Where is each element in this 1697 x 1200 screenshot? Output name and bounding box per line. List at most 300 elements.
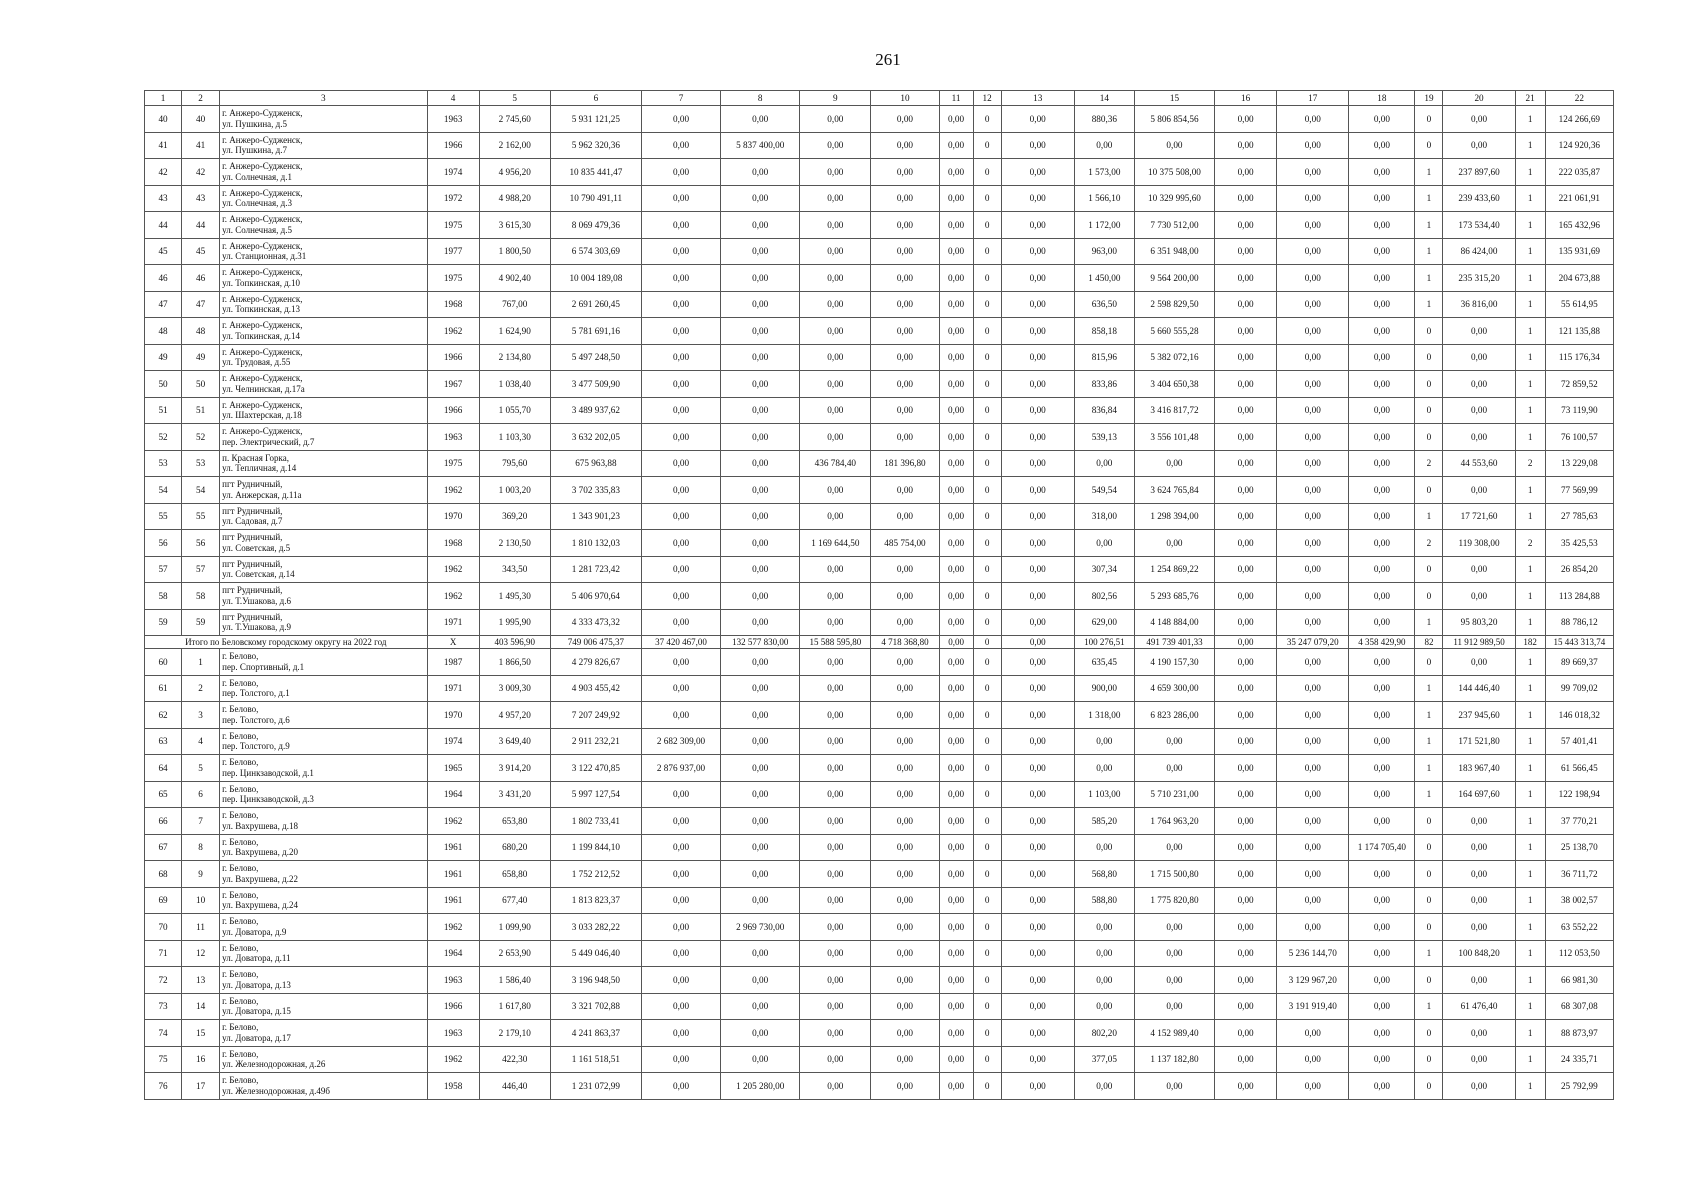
table-row [145, 1073, 1614, 1100]
table-cell: 0 [973, 609, 1001, 636]
table-cell: 76 [145, 1073, 182, 1100]
table-cell: 62 [145, 702, 182, 729]
table-cell: 0,00 [1443, 914, 1515, 941]
table-cell: 88 786,12 [1545, 609, 1613, 636]
table-cell: 0,00 [1215, 344, 1277, 371]
table-cell: 0,00 [939, 781, 973, 808]
table-cell: 0,00 [1349, 212, 1415, 239]
table-cell: 1 318,00 [1074, 702, 1134, 729]
table-cell: 0,00 [939, 556, 973, 583]
table-cell: 115 176,34 [1545, 344, 1613, 371]
table-cell: 0 [1415, 106, 1443, 133]
table-cell: 0,00 [1134, 967, 1214, 994]
table-cell: 0,00 [721, 424, 800, 451]
table-cell: 635,45 [1074, 649, 1134, 676]
table-cell: 7 [182, 808, 220, 835]
table-cell: 0 [973, 238, 1001, 265]
table-cell: 0,00 [1074, 132, 1134, 159]
table-cell: 1974 [427, 728, 479, 755]
table-cell: 0,00 [1215, 1046, 1277, 1073]
table-cell: 0,00 [939, 649, 973, 676]
table-cell: 585,20 [1074, 808, 1134, 835]
table-cell: 0,00 [939, 967, 973, 994]
table-cell: 5 931 121,25 [550, 106, 641, 133]
table-cell: 0,00 [1349, 861, 1415, 888]
table-row [145, 344, 1614, 371]
table-cell: 0,00 [1134, 132, 1214, 159]
table-cell: 0,00 [800, 1020, 871, 1047]
total-row [145, 636, 1614, 649]
table-cell: 0,00 [800, 583, 871, 610]
table-cell: 56 [145, 530, 182, 557]
address-cell: г. Анжеро-Судженск, ул. Трудовая, д.55 [220, 344, 427, 371]
table-cell: 0,00 [939, 503, 973, 530]
table-cell: 1968 [427, 291, 479, 318]
table-cell: 1 [1415, 940, 1443, 967]
table-cell: 0 [1415, 649, 1443, 676]
total-cell: 0,00 [1215, 636, 1277, 649]
table-cell: 0 [973, 344, 1001, 371]
table-cell: 0,00 [800, 940, 871, 967]
table-cell: 0,00 [800, 477, 871, 504]
table-cell: 0,00 [1215, 185, 1277, 212]
table-cell: 0,00 [1215, 424, 1277, 451]
column-header: 12 [973, 91, 1001, 106]
table-cell: 0,00 [800, 344, 871, 371]
table-cell: 2 969 730,00 [721, 914, 800, 941]
table-cell: 0,00 [1215, 781, 1277, 808]
table-cell: 0,00 [1001, 808, 1074, 835]
table-cell: 0,00 [721, 212, 800, 239]
address-cell: г. Белово, ул. Железнодорожная, д.49б [220, 1073, 427, 1100]
table-cell: 0,00 [871, 728, 939, 755]
address-cell: г. Анжеро-Судженск, ул. Топкинская, д.14 [220, 318, 427, 345]
table-cell: 1961 [427, 834, 479, 861]
table-cell: 1 231 072,99 [550, 1073, 641, 1100]
table-cell: 1 [1515, 344, 1545, 371]
table-cell: 0,00 [721, 291, 800, 318]
table-cell: 1 [1515, 755, 1545, 782]
table-cell: 0,00 [1215, 503, 1277, 530]
table-cell: 1961 [427, 887, 479, 914]
table-cell: 658,80 [479, 861, 550, 888]
table-cell: 833,86 [1074, 371, 1134, 398]
table-cell: 4 957,20 [479, 702, 550, 729]
table-cell: 35 425,53 [1545, 530, 1613, 557]
table-cell: 1 [1415, 728, 1443, 755]
table-cell: 0,00 [1001, 397, 1074, 424]
table-cell: 0,00 [800, 609, 871, 636]
table-cell: 1 003,20 [479, 477, 550, 504]
table-cell: 1 [1515, 609, 1545, 636]
total-cell: 491 739 401,33 [1134, 636, 1214, 649]
total-cell: 0,00 [1001, 636, 1074, 649]
table-cell: 53 [145, 450, 182, 477]
table-cell: 0,00 [1001, 477, 1074, 504]
table-cell: 73 [145, 993, 182, 1020]
table-cell: 1 [1515, 185, 1545, 212]
table-cell: 0,00 [641, 967, 720, 994]
table-cell: 51 [182, 397, 220, 424]
table-cell: 1 [1415, 185, 1443, 212]
table-cell: 1 [1415, 212, 1443, 239]
table-cell: 0 [973, 834, 1001, 861]
table-cell: 1 343 901,23 [550, 503, 641, 530]
table-cell: 0,00 [1277, 159, 1349, 186]
table-cell: 0,00 [1443, 397, 1515, 424]
table-cell: 0,00 [1001, 675, 1074, 702]
table-cell: 3 624 765,84 [1134, 477, 1214, 504]
address-cell: г. Анжеро-Судженск, ул. Пушкина, д.5 [220, 106, 427, 133]
table-cell: 0,00 [1134, 450, 1214, 477]
table-cell: 47 [182, 291, 220, 318]
table-cell: 41 [145, 132, 182, 159]
table-cell: 50 [145, 371, 182, 398]
table-cell: 67 [145, 834, 182, 861]
table-cell: 0 [1415, 318, 1443, 345]
table-cell: 0,00 [1277, 675, 1349, 702]
data-table [144, 90, 1614, 1100]
table-cell: 4 333 473,32 [550, 609, 641, 636]
table-cell: 2 179,10 [479, 1020, 550, 1047]
table-cell: 0,00 [871, 159, 939, 186]
table-cell: 204 673,88 [1545, 265, 1613, 292]
table-cell: 0,00 [641, 530, 720, 557]
column-header: 11 [939, 91, 973, 106]
table-cell: 0,00 [800, 212, 871, 239]
table-cell: 0,00 [939, 1073, 973, 1100]
table-cell: 1 161 518,51 [550, 1046, 641, 1073]
table-row [145, 238, 1614, 265]
table-cell: 0,00 [1215, 1020, 1277, 1047]
table-cell: 63 552,22 [1545, 914, 1613, 941]
table-cell: 0,00 [1215, 265, 1277, 292]
table-cell: 16 [182, 1046, 220, 1073]
table-cell: 0,00 [1001, 861, 1074, 888]
table-cell: 0,00 [1074, 993, 1134, 1020]
table-cell: 3 [182, 702, 220, 729]
table-cell: 767,00 [479, 291, 550, 318]
table-cell: 0,00 [871, 503, 939, 530]
table-cell: 68 307,08 [1545, 993, 1613, 1020]
table-cell: 47 [145, 291, 182, 318]
table-cell: 0,00 [1277, 185, 1349, 212]
table-cell: 1 [1515, 318, 1545, 345]
table-cell: 1970 [427, 503, 479, 530]
table-cell: 0,00 [721, 675, 800, 702]
table-cell: 0 [973, 675, 1001, 702]
table-cell: 0,00 [939, 132, 973, 159]
table-cell: 0,00 [871, 265, 939, 292]
table-cell: 539,13 [1074, 424, 1134, 451]
table-cell: 568,80 [1074, 861, 1134, 888]
table-cell: 0,00 [1277, 834, 1349, 861]
table-cell: 48 [182, 318, 220, 345]
table-cell: 677,40 [479, 887, 550, 914]
table-cell: 70 [145, 914, 182, 941]
table-cell: 26 854,20 [1545, 556, 1613, 583]
table-cell: 0,00 [1349, 556, 1415, 583]
table-cell: 1970 [427, 702, 479, 729]
table-cell: 24 335,71 [1545, 1046, 1613, 1073]
table-cell: 0,00 [1443, 583, 1515, 610]
table-cell: 1 [1515, 675, 1545, 702]
table-cell: 0,00 [641, 940, 720, 967]
table-row [145, 583, 1614, 610]
address-cell: г. Анжеро-Судженск, ул. Солнечная, д.1 [220, 159, 427, 186]
table-cell: 0,00 [1277, 371, 1349, 398]
table-cell: 0,00 [800, 371, 871, 398]
table-cell: 0,00 [1074, 530, 1134, 557]
table-cell: 0,00 [939, 424, 973, 451]
table-cell: 0,00 [721, 1020, 800, 1047]
table-cell: 2 691 260,45 [550, 291, 641, 318]
table-cell: 1 [1515, 1046, 1545, 1073]
table-cell: 0,00 [1277, 318, 1349, 345]
table-cell: 0 [1415, 583, 1443, 610]
table-cell: 0,00 [800, 318, 871, 345]
table-cell: 40 [182, 106, 220, 133]
table-cell: 0,00 [1277, 914, 1349, 941]
table-cell: 51 [145, 397, 182, 424]
table-cell: 4 152 989,40 [1134, 1020, 1214, 1047]
table-cell: 0,00 [1349, 185, 1415, 212]
table-cell: 3 914,20 [479, 755, 550, 782]
table-cell: 5 406 970,64 [550, 583, 641, 610]
table-cell: 0,00 [800, 106, 871, 133]
table-cell: 66 [145, 808, 182, 835]
table-cell: 0 [973, 781, 1001, 808]
table-cell: 0 [973, 106, 1001, 133]
table-cell: 1 [1515, 371, 1545, 398]
table-cell: 0,00 [800, 424, 871, 451]
table-cell: 1 [1515, 649, 1545, 676]
table-row [145, 1020, 1614, 1047]
table-cell: 4 190 157,30 [1134, 649, 1214, 676]
table-cell: 1 [1515, 556, 1545, 583]
table-cell: 0,00 [1215, 887, 1277, 914]
table-cell: 0,00 [641, 503, 720, 530]
table-cell: 0,00 [939, 675, 973, 702]
table-cell: 74 [145, 1020, 182, 1047]
table-cell: 900,00 [1074, 675, 1134, 702]
table-cell: 0,00 [939, 1046, 973, 1073]
table-cell: 802,56 [1074, 583, 1134, 610]
table-cell: 0,00 [1215, 318, 1277, 345]
table-cell: 27 785,63 [1545, 503, 1613, 530]
column-header: 19 [1415, 91, 1443, 106]
table-cell: 307,34 [1074, 556, 1134, 583]
table-cell: 0,00 [1349, 993, 1415, 1020]
column-header: 3 [220, 91, 427, 106]
table-cell: 1 254 869,22 [1134, 556, 1214, 583]
column-header: 15 [1134, 91, 1214, 106]
table-cell: 0,00 [721, 397, 800, 424]
table-row [145, 755, 1614, 782]
table-cell: 0,00 [1215, 609, 1277, 636]
table-cell: 1 038,40 [479, 371, 550, 398]
column-header: 2 [182, 91, 220, 106]
table-cell: 1963 [427, 1020, 479, 1047]
column-header: 14 [1074, 91, 1134, 106]
table-row [145, 967, 1614, 994]
address-cell: г. Белово, пер. Толстого, д.9 [220, 728, 427, 755]
table-cell: 54 [182, 477, 220, 504]
table-cell: 3 431,20 [479, 781, 550, 808]
table-cell: 0,00 [721, 702, 800, 729]
table-cell: 2 598 829,50 [1134, 291, 1214, 318]
table-cell: 0,00 [800, 238, 871, 265]
table-cell: 0 [973, 503, 1001, 530]
table-cell: 99 709,02 [1545, 675, 1613, 702]
table-cell: 0,00 [871, 967, 939, 994]
table-cell: 0,00 [1001, 649, 1074, 676]
table-cell: 0,00 [641, 291, 720, 318]
table-cell: 0,00 [1349, 503, 1415, 530]
table-cell: 0,00 [800, 914, 871, 941]
table-cell: 0,00 [871, 1073, 939, 1100]
table-cell: 0,00 [871, 834, 939, 861]
table-row [145, 132, 1614, 159]
table-cell: 0 [973, 450, 1001, 477]
table-cell: 0,00 [1277, 503, 1349, 530]
table-cell: 73 119,90 [1545, 397, 1613, 424]
table-cell: 1962 [427, 1046, 479, 1073]
table-cell: 0,00 [1349, 238, 1415, 265]
table-cell: 0,00 [800, 132, 871, 159]
table-cell: 1 103,30 [479, 424, 550, 451]
column-header: 8 [721, 91, 800, 106]
table-cell: 1 800,50 [479, 238, 550, 265]
table-cell: 10 329 995,60 [1134, 185, 1214, 212]
table-cell: 0,00 [939, 755, 973, 782]
table-cell: 2 682 309,00 [641, 728, 720, 755]
table-row [145, 861, 1614, 888]
table-cell: 17 [182, 1073, 220, 1100]
table-row [145, 914, 1614, 941]
table-cell: 1 [1515, 238, 1545, 265]
table-cell: 1961 [427, 861, 479, 888]
table-cell: 1 [1415, 781, 1443, 808]
table-cell: 0,00 [1349, 755, 1415, 782]
table-cell: 0,00 [1215, 861, 1277, 888]
table-cell: 0,00 [800, 728, 871, 755]
address-cell: г. Анжеро-Судженск, ул. Станционная, д.31 [220, 238, 427, 265]
table-cell: 0,00 [721, 967, 800, 994]
table-cell: 0,00 [1001, 503, 1074, 530]
table-cell: 0,00 [1277, 755, 1349, 782]
table-cell: 0,00 [721, 755, 800, 782]
table-cell: 0,00 [1349, 1073, 1415, 1100]
table-row [145, 291, 1614, 318]
table-row [145, 159, 1614, 186]
table-cell: 144 446,40 [1443, 675, 1515, 702]
table-cell: 0,00 [641, 132, 720, 159]
table-cell: 1964 [427, 940, 479, 967]
table-cell: 0,00 [1349, 1020, 1415, 1047]
table-cell: 50 [182, 371, 220, 398]
table-cell: 6 [182, 781, 220, 808]
table-cell: 44 [145, 212, 182, 239]
table-cell: 71 [145, 940, 182, 967]
table-cell: 10 835 441,47 [550, 159, 641, 186]
table-cell: 0,00 [1277, 556, 1349, 583]
table-cell: 45 [145, 238, 182, 265]
table-cell: 1 [1415, 159, 1443, 186]
table-cell: 0,00 [1443, 424, 1515, 451]
table-cell: 0,00 [641, 424, 720, 451]
table-cell: 0,00 [1134, 834, 1214, 861]
table-cell: 13 229,08 [1545, 450, 1613, 477]
table-cell: 0,00 [1074, 914, 1134, 941]
table-cell: 0 [1415, 1046, 1443, 1073]
total-cell: X [427, 636, 479, 649]
table-cell: 0,00 [1001, 424, 1074, 451]
table-cell: 5 806 854,56 [1134, 106, 1214, 133]
table-cell: 0,00 [939, 834, 973, 861]
table-cell: 1 [1515, 967, 1545, 994]
table-cell: 2 [1415, 450, 1443, 477]
table-cell: 1 [1515, 503, 1545, 530]
table-cell: 4 [182, 728, 220, 755]
table-cell: 2 745,60 [479, 106, 550, 133]
table-cell: 0 [973, 887, 1001, 914]
table-cell: 0 [1415, 424, 1443, 451]
table-cell: 3 129 967,20 [1277, 967, 1349, 994]
table-cell: 0,00 [721, 318, 800, 345]
table-cell: 0,00 [939, 530, 973, 557]
table-cell: 636,50 [1074, 291, 1134, 318]
table-cell: 0 [973, 967, 1001, 994]
table-cell: 0,00 [800, 265, 871, 292]
table-cell: 0,00 [1443, 371, 1515, 398]
table-cell: 13 [182, 967, 220, 994]
table-cell: 11 [182, 914, 220, 941]
table-cell: 1962 [427, 477, 479, 504]
table-cell: 8 [182, 834, 220, 861]
table-cell: 485 754,00 [871, 530, 939, 557]
address-cell: г. Белово, ул. Вахрушева, д.20 [220, 834, 427, 861]
table-row [145, 265, 1614, 292]
table-cell: 858,18 [1074, 318, 1134, 345]
total-cell: 82 [1415, 636, 1443, 649]
table-cell: 3 321 702,88 [550, 993, 641, 1020]
table-cell: 1 813 823,37 [550, 887, 641, 914]
table-cell: 1962 [427, 318, 479, 345]
table-cell: 76 100,57 [1545, 424, 1613, 451]
address-cell: г. Белово, пер. Толстого, д.6 [220, 702, 427, 729]
table-cell: 0,00 [641, 185, 720, 212]
column-header: 4 [427, 91, 479, 106]
table-cell: 0,00 [1349, 609, 1415, 636]
table-cell: 64 [145, 755, 182, 782]
table-cell: 0,00 [1215, 1073, 1277, 1100]
table-cell: 0,00 [641, 781, 720, 808]
table-cell: 1962 [427, 556, 479, 583]
table-cell: 549,54 [1074, 477, 1134, 504]
column-header: 20 [1443, 91, 1515, 106]
table-cell: 1 199 844,10 [550, 834, 641, 861]
table-cell: 0,00 [1277, 887, 1349, 914]
table-cell: 653,80 [479, 808, 550, 835]
table-cell: 0,00 [871, 887, 939, 914]
table-cell: 0,00 [1001, 755, 1074, 782]
table-cell: 3 632 202,05 [550, 424, 641, 451]
table-cell: 0,00 [871, 318, 939, 345]
table-cell: 0,00 [1215, 132, 1277, 159]
table-cell: 5 962 320,36 [550, 132, 641, 159]
table-cell: 222 035,87 [1545, 159, 1613, 186]
